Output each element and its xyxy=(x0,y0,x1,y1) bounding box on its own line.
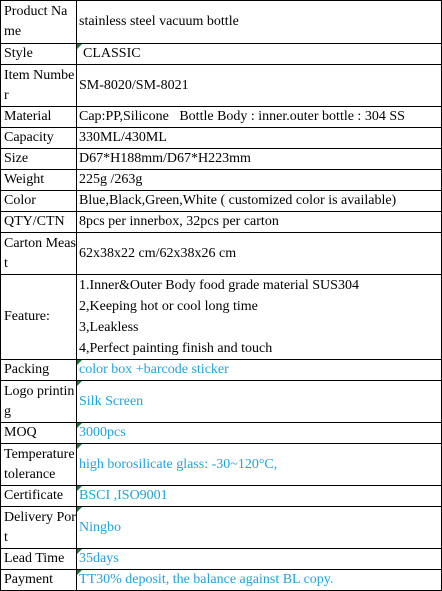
label-temperature-tolerance: Temperature tolerance xyxy=(1,444,77,486)
label-color: Color xyxy=(1,191,77,212)
label-carton-meast: Carton Meast xyxy=(1,233,77,275)
label-moq: MOQ xyxy=(1,423,77,444)
table-row xyxy=(1,360,442,381)
table-row xyxy=(1,275,442,360)
label-product-name: Product Name xyxy=(1,1,77,44)
value-carton-meast: 62x38x22 cm/62x38x26 cm xyxy=(77,233,442,275)
value-certificate-text: BSCI ,ISO9001 xyxy=(79,488,168,503)
table-row xyxy=(1,128,442,149)
value-lead-time-text: 35days xyxy=(79,551,119,566)
label-qty-ctn: QTY/CTN xyxy=(1,212,77,233)
table-row xyxy=(1,381,442,423)
value-moq xyxy=(77,423,442,444)
table-row xyxy=(1,107,442,128)
label-payment: Payment xyxy=(1,570,77,591)
cell-marker-icon xyxy=(77,486,82,491)
table-row xyxy=(1,507,442,549)
label-lead-time: Lead Time xyxy=(1,549,77,570)
value-certificate xyxy=(77,486,442,507)
table-row xyxy=(1,191,442,212)
cell-marker-icon xyxy=(77,423,82,428)
feature-line: 3,Leakless xyxy=(79,320,139,335)
table-row xyxy=(1,570,442,591)
table-row xyxy=(1,44,442,65)
feature-line: 2,Keeping hot or cool long time xyxy=(79,299,258,314)
label-feature: Feature: xyxy=(1,275,77,360)
table-row xyxy=(1,170,442,191)
value-payment xyxy=(77,570,442,591)
label-material: Material xyxy=(1,107,77,128)
value-lead-time xyxy=(77,549,442,570)
value-packing xyxy=(77,360,442,381)
feature-line: 4,Perfect painting finish and touch xyxy=(79,341,273,356)
value-delivery-port xyxy=(77,507,442,549)
value-qty-ctn: 8pcs per innerbox, 32pcs per carton xyxy=(77,212,442,233)
value-color: Blue,Black,Green,White ( customized color is available) xyxy=(77,191,442,212)
value-capacity: 330ML/430ML xyxy=(77,128,442,149)
label-packing: Packing xyxy=(1,360,77,381)
value-payment-text: TT30% deposit, the balance against BL copy. xyxy=(79,572,334,587)
value-item-number: SM-8020/SM-8021 xyxy=(77,65,442,107)
value-temperature-tolerance-text: high borosilicate glass: -30~120°C, xyxy=(79,456,278,472)
table-row xyxy=(1,65,442,107)
value-logo-printing xyxy=(77,381,442,423)
label-item-number: Item Number xyxy=(1,65,77,107)
value-style xyxy=(77,44,442,65)
label-size: Size xyxy=(1,149,77,170)
value-weight: 225g /263g xyxy=(77,170,442,191)
value-packing-text: color box +barcode sticker xyxy=(79,362,229,377)
label-weight: Weight xyxy=(1,170,77,191)
cell-marker-icon xyxy=(77,44,82,49)
label-logo-printing: Logo printing xyxy=(1,381,77,423)
cell-marker-icon xyxy=(77,381,82,386)
cell-marker-icon xyxy=(77,570,82,575)
value-material: Cap:PP,Silicone Bottle Body : inner.outer bottle : 304 SS xyxy=(77,107,442,128)
cell-marker-icon xyxy=(77,360,82,365)
value-temperature-tolerance xyxy=(77,444,442,486)
label-delivery-port: Delivery Port xyxy=(1,507,77,549)
table-row xyxy=(1,549,442,570)
cell-marker-icon xyxy=(77,507,82,512)
label-capacity: Capacity xyxy=(1,128,77,149)
cell-marker-icon xyxy=(77,444,82,449)
value-product-name: stainless steel vacuum bottle xyxy=(77,1,442,44)
table-row xyxy=(1,149,442,170)
table-row xyxy=(1,1,442,44)
table-row xyxy=(1,233,442,275)
feature-line: 1.Inner&Outer Body food grade material SUS304 xyxy=(79,278,359,293)
table-row xyxy=(1,444,442,486)
value-logo-printing-text: Silk Screen xyxy=(79,393,144,409)
table-row xyxy=(1,423,442,444)
value-moq-text: 3000pcs xyxy=(79,425,126,440)
value-delivery-port-text: Ningbo xyxy=(79,519,121,535)
value-size: D67*H188mm/D67*H223mm xyxy=(77,149,442,170)
table-row xyxy=(1,486,442,507)
value-style-text: CLASSIC xyxy=(83,46,141,61)
table-row xyxy=(1,212,442,233)
value-feature xyxy=(77,275,442,360)
label-certificate: Certificate xyxy=(1,486,77,507)
cell-marker-icon xyxy=(77,549,82,554)
label-style: Style xyxy=(1,44,77,65)
